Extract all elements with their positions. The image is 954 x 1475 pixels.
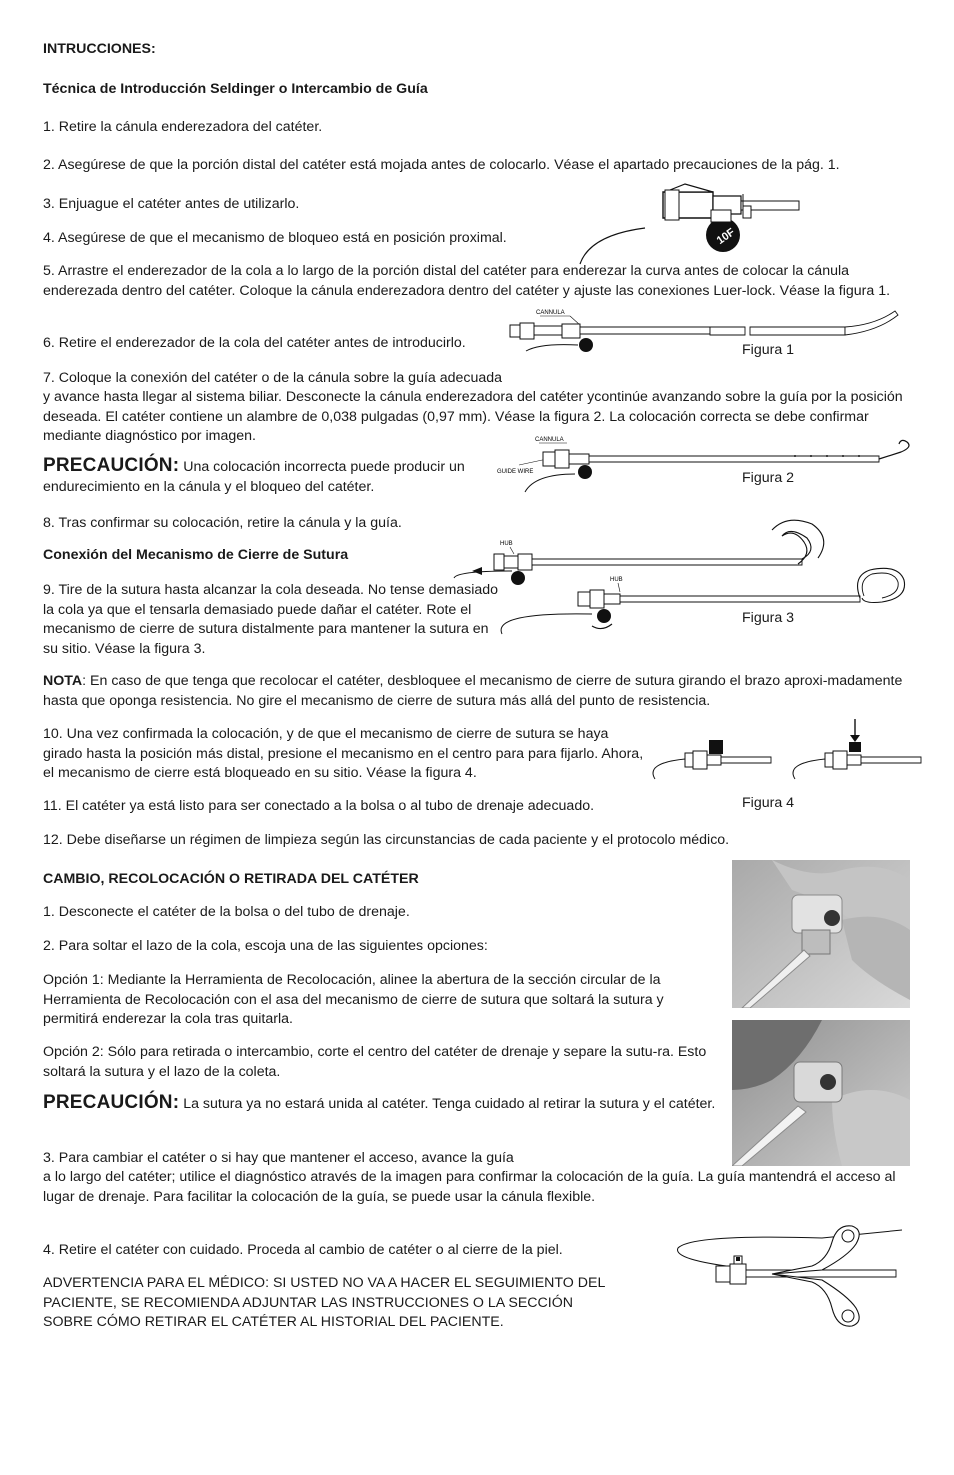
lock-mechanism-illustration	[575, 180, 805, 265]
step-2: 2. Asegúrese de que la porción distal del catéter está mojada antes de colocarlo. Véase el apartado precauciones de la pág. 1.	[43, 157, 840, 173]
note	[43, 672, 913, 711]
caution-2	[43, 1093, 719, 1115]
change-step-1: 1. Desconecte el catéter de la bolsa o del tubo de drenaje.	[43, 904, 410, 920]
figure-1-caption: Figura 1	[742, 342, 795, 358]
cannula-label: CANNULA	[536, 310, 565, 316]
removal-scissors-illustration	[672, 1220, 912, 1335]
step-11: 11. El catéter ya está listo para ser conectado a la bolsa o al tubo de drenaje adecuado.	[43, 798, 595, 814]
change-step-3-line1: 3. Para cambiar el catéter o si hay que mantener el acceso, avance la guía	[43, 1150, 514, 1166]
physician-warning: ADVERTENCIA PARA EL MÉDICO: SI USTED NO VA A HACER EL SEGUIMIENTO DEL PACIENTE, SE RECOMIENDA ADJUNTAR LAS INSTRUCCIONES O LA SECCIÓN SOBRE CÓMO RETIRAR EL CATÉTER AL HISTORIAL DEL PACIENTE.	[43, 1275, 605, 1331]
change-step-3-rest: a lo largo del catéter; utilice el diagnóstico através de la imagen para confirmar la colocación de la guía. La guía mantendrá el acceso al lugar de drenaje. Para facilitar la colocación de la guía, se puede usar la cánula flexible.	[43, 1169, 896, 1205]
option-2: Opción 2: Sólo para retirada o intercambio, corte el centro del catéter de drenaje y separe la sutu-ra. Esto soltará la sutura y el lazo de la coleta.	[43, 1044, 707, 1080]
section-title-seldinger: Técnica de Introducción Seldinger o Intercambio de Guía	[43, 81, 428, 97]
figure-3-illustration	[452, 516, 912, 641]
figure-4-illustration	[645, 715, 930, 790]
cannula-label: CANNULA	[535, 437, 564, 443]
figure-2-caption: Figura 2	[742, 470, 795, 486]
step-1: 1. Retire la cánula enderezadora del catéter.	[43, 119, 323, 135]
note-label: NOTA	[43, 673, 83, 689]
hub-label: HUB	[610, 577, 623, 583]
step-3: 3. Enjuague el catéter antes de utilizarlo.	[43, 196, 300, 212]
step-12: 12. Debe diseñarse un régimen de limpieza según las circunstancias de cada paciente y el protocolo médico.	[43, 832, 730, 848]
document-heading: INTRUCCIONES:	[43, 41, 156, 57]
step-7-line1: 7. Coloque la conexión del catéter o de la cánula sobre la guía adecuada	[43, 370, 503, 386]
step-6: 6. Retire el enderezador de la cola del catéter antes de introducirlo.	[43, 335, 466, 351]
caution-1	[43, 456, 488, 497]
figure-2-illustration	[495, 432, 915, 494]
lock-label: 10F	[714, 226, 738, 247]
step-5: 5. Arrastre el enderezador de la cola a lo largo de la porción distal del catéter para enderezar la curva antes de colocar la cánula enderezada dentro del catéter. Coloque la cánula enderezadora dentro del catéter y ajuste las conexiones Luer-lock. Véase la figura 1.	[43, 263, 891, 299]
change-step-4: 4. Retire el catéter con cuidado. Proceda al cambio de catéter o al cierre de la piel.	[43, 1242, 563, 1258]
hub-label: HUB	[500, 541, 513, 547]
change-step-2: 2. Para soltar el lazo de la cola, escoja una de las siguientes opciones:	[43, 938, 488, 954]
step-8: 8. Tras confirmar su colocación, retire la cánula y la guía.	[43, 515, 402, 531]
figure-1-illustration	[500, 303, 920, 363]
step-10: 10. Una vez confirmada la colocación, y de que el mecanismo de cierre de sutura se haya girado hasta la posición más distal, presione el mecanismo en el centro para para fijarlo. Ahora, el mecanismo de cierre está bloqueado en su sitio. Véase la figura 4.	[43, 726, 644, 782]
photo-repositioning-tool-2	[732, 1020, 910, 1166]
figure-3-caption: Figura 3	[742, 610, 795, 626]
step-7-rest: y avance hasta llegar al sistema biliar. Desconecte la cánula enderezadora del catéter ycontinúe avanzando sobre la guía por la posición deseada. El catéter contiene un alambre de 0,038 pulgadas (0,97 mm). Véase la figura 2. La colocación correcta se debe confirmar mediante diagnóstico por imagen.	[43, 389, 903, 445]
step-9: 9. Tire de la sutura hasta alcanzar la cola deseada. No tense demasiado la cola ya que el tensarla demasiado puede dañar el catéter. Rote el mecanismo de cierre de sutura distalmente para mantener la sutura en su sitio. Véase la figura 3.	[43, 582, 499, 657]
caution-label: PRECAUCIÓN:	[43, 1092, 180, 1113]
guide-wire-label: GUIDE WIRE	[497, 469, 534, 475]
figure-4-caption: Figura 4	[742, 795, 795, 811]
caution-2-text: La sutura ya no estará unida al catéter. Tenga cuidado al retirar la sutura y el catéter.	[179, 1096, 716, 1112]
caution-label: PRECAUCIÓN:	[43, 455, 180, 476]
section-title-suture-lock: Conexión del Mecanismo de Cierre de Sutura	[43, 547, 349, 563]
option-1: Opción 1: Mediante la Herramienta de Recolocación, alinee la abertura de la sección circular de la Herramienta de Recolocación con el asa del mecanismo de cierre de sutura que soltará la sutura y permitirá enderezar la cola tras quitarla.	[43, 972, 664, 1028]
section-title-change: CAMBIO, RECOLOCACIÓN O RETIRADA DEL CATÉTER	[43, 871, 419, 887]
photo-repositioning-tool-1	[732, 860, 910, 1008]
caution-1-text: Una colocación incorrecta puede producir un endurecimiento en la cánula y el bloqueo del catéter.	[43, 459, 465, 495]
note-text: : En caso de que tenga que recolocar el catéter, desbloquee el mecanismo de cierre de sutura girando el brazo aproxi-madamente hasta que oponga resistencia. No gire el mecanismo de cierre de sutura más allá del punto de resistencia.	[43, 673, 903, 709]
step-4: 4. Asegúrese de que el mecanismo de bloqueo está en posición proximal.	[43, 230, 507, 246]
